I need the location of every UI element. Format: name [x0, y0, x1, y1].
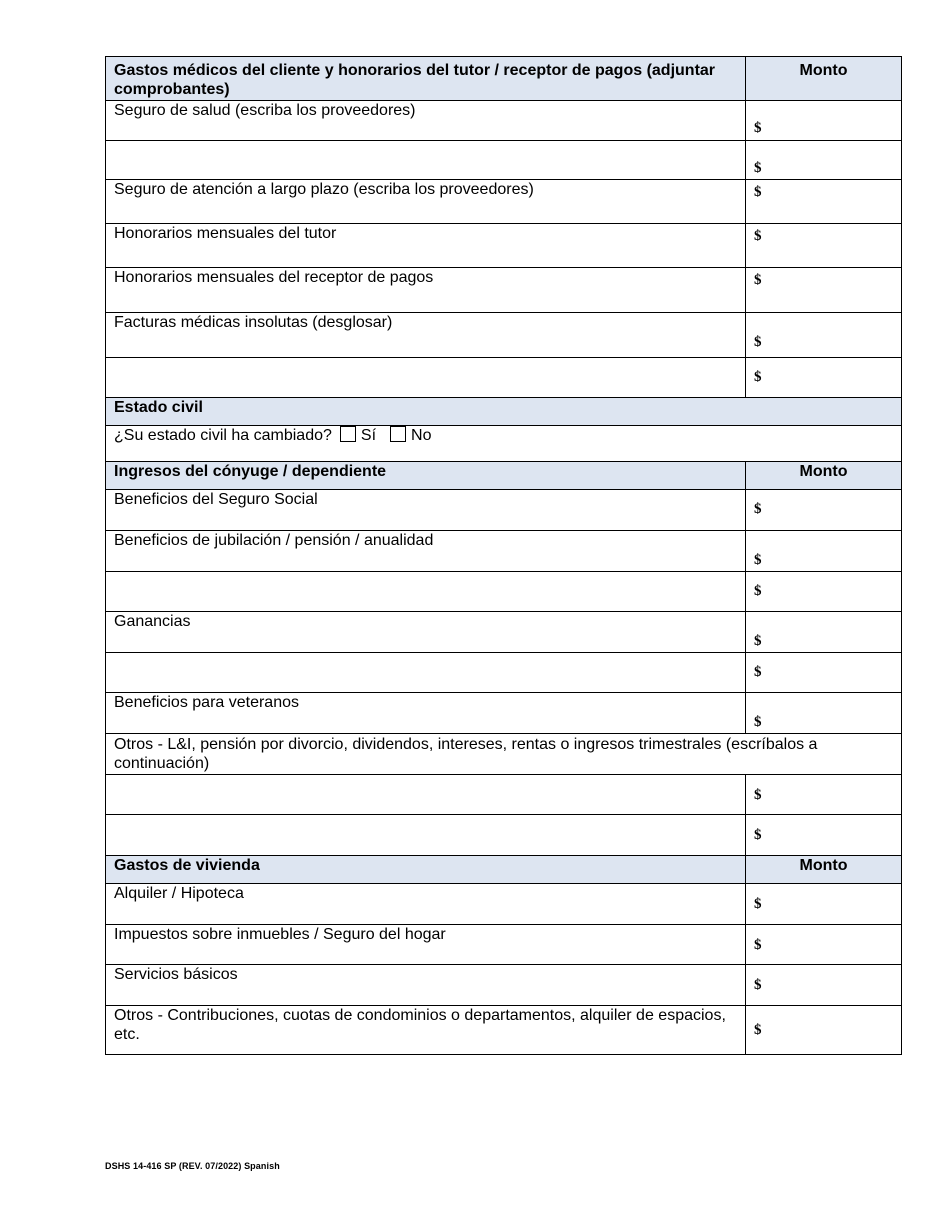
dollar-sign: $: [754, 827, 762, 843]
spouse-other-entry-row: [106, 775, 902, 815]
dollar-sign: $: [754, 583, 762, 599]
housing-row: [106, 884, 902, 925]
amount-field[interactable]: [746, 313, 902, 358]
amount-field[interactable]: [746, 141, 902, 180]
amount-field[interactable]: [746, 268, 902, 313]
spouse-row: [106, 612, 902, 653]
marital-header: Estado civil: [106, 398, 902, 426]
housing-amount-header: Monto: [746, 856, 902, 884]
medical-row-label: Seguro de atención a largo plazo (escriba los proveedores): [106, 180, 746, 224]
form-footer: DSHS 14-416 SP (REV. 07/2022) Spanish: [105, 1161, 280, 1171]
housing-header-row: [106, 856, 902, 884]
dollar-sign: $: [754, 896, 762, 912]
dollar-sign: $: [754, 552, 762, 568]
medical-row: [106, 141, 902, 180]
spouse-row: [106, 693, 902, 734]
dollar-sign: $: [754, 787, 762, 803]
medical-row: [106, 268, 902, 313]
medical-amount-header: Monto: [746, 57, 902, 101]
spouse-row-label[interactable]: [106, 653, 746, 693]
amount-field[interactable]: [746, 490, 902, 531]
housing-row-label: Servicios básicos: [106, 965, 746, 1006]
medical-row: [106, 358, 902, 398]
no-checkbox[interactable]: [390, 426, 406, 442]
dollar-sign: $: [754, 272, 762, 288]
amount-field[interactable]: [746, 1006, 902, 1055]
dollar-sign: $: [754, 184, 762, 200]
spouse-row-label: Beneficios para veteranos: [106, 693, 746, 734]
spouse-row: [106, 490, 902, 531]
housing-row: [106, 965, 902, 1006]
marital-header-row: [106, 398, 902, 426]
dollar-sign: $: [754, 1022, 762, 1038]
yes-label: Sí: [360, 427, 377, 444]
dollar-sign: $: [754, 664, 762, 680]
amount-field[interactable]: [746, 180, 902, 224]
no-label: No: [411, 427, 432, 444]
yes-checkbox[interactable]: [340, 426, 356, 442]
dollar-sign: $: [754, 977, 762, 993]
spouse-row-label: Ganancias: [106, 612, 746, 653]
medical-row-label[interactable]: [106, 358, 746, 398]
spouse-other-entry[interactable]: [106, 775, 746, 815]
medical-row: [106, 180, 902, 224]
medical-row: [106, 101, 902, 141]
amount-field[interactable]: [746, 101, 902, 141]
spouse-other-row: [106, 734, 902, 775]
spouse-row-label: Beneficios de jubilación / pensión / anualidad: [106, 531, 746, 572]
spouse-other-entry[interactable]: [106, 815, 746, 856]
spouse-row: [106, 531, 902, 572]
housing-row-label: Alquiler / Hipoteca: [106, 884, 746, 925]
medical-row-label: Honorarios mensuales del tutor: [106, 224, 746, 268]
medical-header-row: [106, 57, 902, 101]
housing-row: [106, 1006, 902, 1055]
amount-field[interactable]: [746, 224, 902, 268]
housing-row-label: Otros - Contribuciones, cuotas de condominios o departamentos, alquiler de espacios, etc.: [106, 1006, 746, 1055]
spouse-other-entry-row: [106, 815, 902, 856]
dollar-sign: $: [754, 369, 762, 385]
dollar-sign: $: [754, 633, 762, 649]
medical-header: Gastos médicos del cliente y honorarios del tutor / receptor de pagos (adjuntar comprobantes): [106, 57, 746, 101]
amount-field[interactable]: [746, 693, 902, 734]
dollar-sign: $: [754, 714, 762, 730]
marital-question-row: [106, 426, 902, 462]
spouse-row-label[interactable]: [106, 572, 746, 612]
spouse-amount-header: Monto: [746, 462, 902, 490]
marital-question-cell: [106, 426, 902, 462]
dollar-sign: $: [754, 120, 762, 136]
dollar-sign: $: [754, 228, 762, 244]
housing-row: [106, 925, 902, 965]
medical-row-label[interactable]: [106, 141, 746, 180]
spouse-row: [106, 572, 902, 612]
amount-field[interactable]: [746, 925, 902, 965]
spouse-header-row: [106, 462, 902, 490]
dollar-sign: $: [754, 160, 762, 176]
marital-question: ¿Su estado civil ha cambiado?: [114, 427, 332, 444]
spouse-other-note: Otros - L&I, pensión por divorcio, dividendos, intereses, rentas o ingresos trimestrales (escríbalos a continuación): [106, 734, 902, 775]
housing-header: Gastos de vivienda: [106, 856, 746, 884]
amount-field[interactable]: [746, 775, 902, 815]
amount-field[interactable]: [746, 531, 902, 572]
spouse-header: Ingresos del cónyuge / dependiente: [106, 462, 746, 490]
medical-row-label: Seguro de salud (escriba los proveedores): [106, 101, 746, 141]
amount-field[interactable]: [746, 965, 902, 1006]
amount-field[interactable]: [746, 884, 902, 925]
amount-field[interactable]: [746, 612, 902, 653]
dollar-sign: $: [754, 501, 762, 517]
amount-field[interactable]: [746, 815, 902, 856]
amount-field[interactable]: [746, 572, 902, 612]
spouse-row-label: Beneficios del Seguro Social: [106, 490, 746, 531]
amount-field[interactable]: [746, 653, 902, 693]
amount-field[interactable]: [746, 358, 902, 398]
expense-form-table: [105, 56, 902, 1055]
housing-row-label: Impuestos sobre inmuebles / Seguro del hogar: [106, 925, 746, 965]
dollar-sign: $: [754, 937, 762, 953]
dollar-sign: $: [754, 334, 762, 350]
medical-row: [106, 313, 902, 358]
medical-row-label: Honorarios mensuales del receptor de pagos: [106, 268, 746, 313]
spouse-row: [106, 653, 902, 693]
medical-row: [106, 224, 902, 268]
medical-row-label: Facturas médicas insolutas (desglosar): [106, 313, 746, 358]
